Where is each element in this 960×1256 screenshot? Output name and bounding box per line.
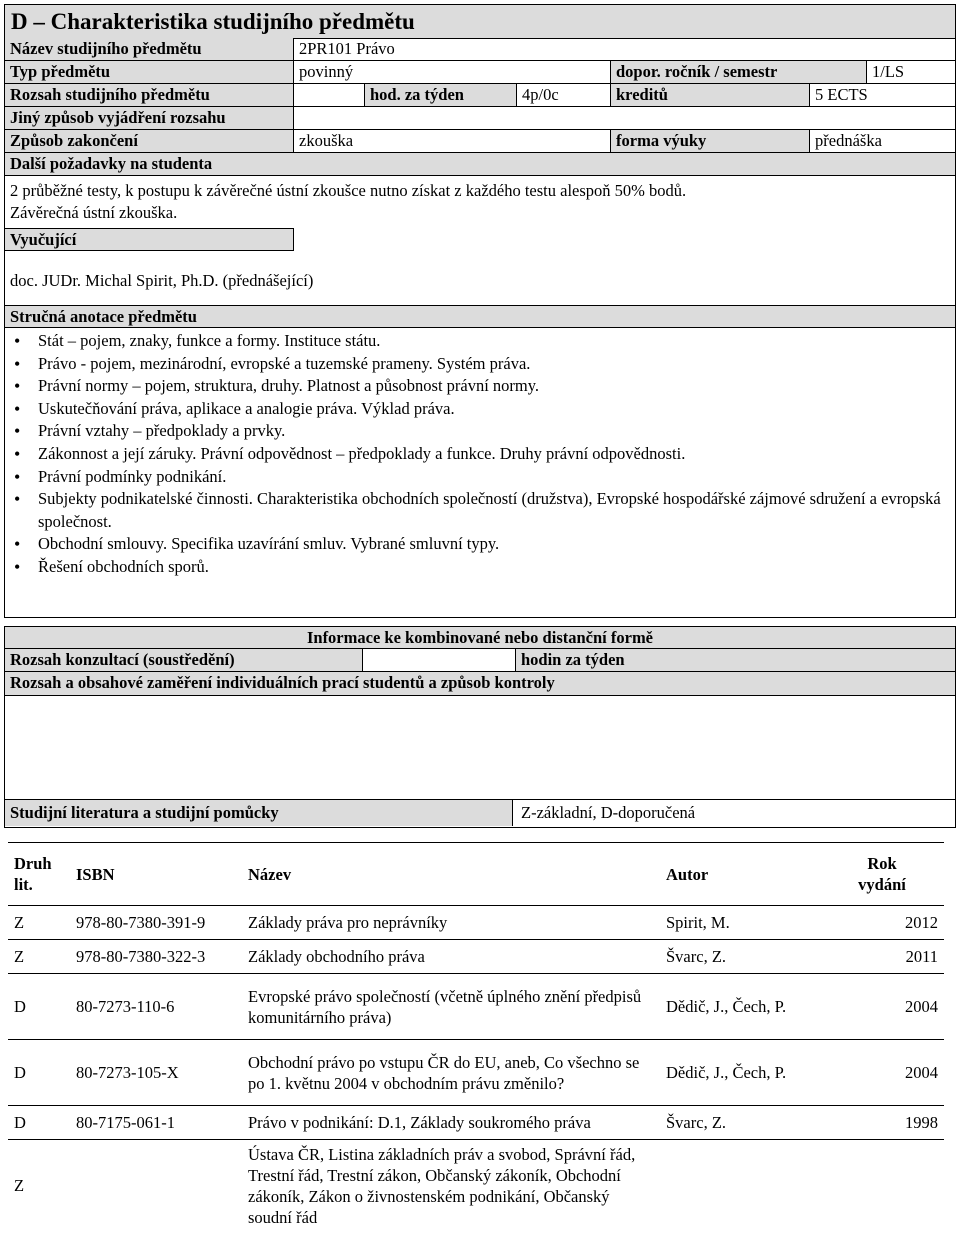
annotation-item: • Subjekty podnikatelské činnosti. Charakteristika obchodních společností (družstva), Evropské hospodářské zájmové sdružení a evropská společnost. [10,488,945,533]
literature-author: Spirit, M. [660,906,820,940]
teachers-label: Vyučující [5,228,294,251]
header-type: Druh lit. [8,843,70,906]
completion-value: zkouška [299,131,354,150]
annotation-item: • Obchodní smlouvy. Specifika uzavírání smluv. Vybrané smluvní typy. [10,533,945,556]
literature-title: Evropské právo společností (včetně úplného znění předpisů komunitárního práva) [242,974,660,1040]
literature-table [8,842,944,1232]
annotation-item: • Právní normy – pojem, struktura, druhy. Platnost a působnost právní normy. [10,375,945,398]
annotation-item: • Uskutečňování práva, aplikace a analogie práva. Výklad práva. [10,398,945,421]
literature-year: 2012 [820,906,944,940]
annotation-item: • Stát – pojem, znaky, funkce a formy. Instituce státu. [10,330,945,353]
hours-per-week-label: hod. za týden [365,84,516,107]
header-isbn: ISBN [70,843,242,906]
literature-header-row [8,843,944,906]
consultation-value [363,649,515,672]
literature-isbn: 80-7273-105-X [70,1040,242,1106]
hours-per-week-value: 4p/0c [522,85,559,104]
literature-year: 2004 [820,1040,944,1106]
annotation-list [10,330,945,579]
requirements-label: Další požadavky na studenta [5,153,955,176]
literature-legend: Z-základní, D-doporučená [521,803,696,822]
literature-isbn: 978-80-7380-322-3 [70,940,242,974]
literature-type: D [8,1106,70,1140]
distance-heading: Informace ke kombinované nebo distanční formě [5,627,955,648]
literature-title: Obchodní právo po vstupu ČR do EU, aneb, Co všechno se po 1. květnu 2004 v obchodním právu změnilo? [242,1040,660,1106]
literature-isbn [70,1140,242,1232]
literature-row [8,1106,944,1140]
literature-isbn: 978-80-7380-391-9 [70,906,242,940]
literature-author: Dědič, J., Čech, P. [660,974,820,1040]
requirements-text [10,180,950,224]
literature-title: Právo v podnikání: D.1, Základy soukromého práva [242,1106,660,1140]
literature-author: Švarc, Z. [660,1106,820,1140]
literature-year: 2004 [820,974,944,1040]
scope-label: Rozsah studijního předmětu [5,84,293,107]
teaching-form-value: přednáška [815,131,882,150]
requirements-line-1: 2 průběžné testy, k postupu k závěrečné ústní zkoušce nutno získat z každého testu alespoň 50% bodů. [10,181,687,200]
header-title: Název [242,843,660,906]
literature-title: Ústava ČR, Listina základních práv a svobod, Správní řád, Trestní řád, Trestní zákon, Občanský zákoník, Obchodní zákoník, Zákon o živnostenském podnikání, Občanský soudní řád [248,1144,636,1227]
consultation-unit: hodin za týden [516,649,955,672]
literature-row [8,1040,944,1106]
literature-year: 1998 [820,1106,944,1140]
page-title: D – Charakteristika studijního předmětu [4,4,956,39]
course-name-value: 2PR101 Právo [299,39,395,58]
teachers-value: doc. JUDr. Michal Spirit, Ph.D. (přednášející) [10,271,314,290]
annotation-item: • Právo - pojem, mezinárodní, evropské a tuzemské prameny. Systém práva. [10,353,945,376]
literature-row [8,906,944,940]
requirements-line-2: Závěrečná ústní zkouška. [10,203,178,222]
literature-year [820,1140,944,1232]
course-name-label: Název studijního předmětu [5,38,293,61]
annotation-item: • Právní podmínky podnikání. [10,466,945,489]
literature-row [8,940,944,974]
year-semester-value: 1/LS [872,62,905,81]
literature-author: Švarc, Z. [660,940,820,974]
year-semester-label: dopor. ročník / semestr [611,61,866,84]
literature-isbn: 80-7273-110-6 [70,974,242,1040]
credits-label: kreditů [611,84,809,107]
annotation-item: • Zákonnost a její záruky. Právní odpovědnost – předpoklady a funkce. Druhy právní odpovědnosti. [10,443,945,466]
literature-type: D [8,974,70,1040]
literature-author: Dědič, J., Čech, P. [660,1040,820,1106]
individual-work-label: Rozsah a obsahové zaměření individuálních prací studentů a způsob kontroly [5,672,955,695]
annotation-label: Stručná anotace předmětu [5,305,955,328]
literature-type: D [8,1040,70,1106]
completion-label: Způsob zakončení [5,130,293,153]
literature-isbn: 80-7175-061-1 [70,1106,242,1140]
literature-type: Z [14,1176,25,1196]
literature-title: Základy práva pro neprávníky [242,906,660,940]
literature-author [660,1140,820,1232]
header-author: Autor [660,843,820,906]
literature-row [8,1140,944,1232]
literature-type: Z [8,940,70,974]
course-type-label: Typ předmětu [5,61,293,84]
teaching-form-label: forma výuky [611,130,809,153]
literature-row [8,974,944,1040]
credits-value: 5 ECTS [815,85,868,104]
literature-label: Studijní literatura a studijní pomůcky [5,800,513,826]
annotation-item: • Právní vztahy – předpoklady a prvky. [10,420,945,443]
annotation-item: • Řešení obchodních sporů. [10,556,945,579]
course-type-value: povinný [299,62,354,81]
consultation-label: Rozsah konzultací (soustředění) [5,649,362,672]
literature-type: Z [8,906,70,940]
header-year: Rok vydání [820,843,944,906]
literature-year: 2011 [820,940,944,974]
other-scope-label: Jiný způsob vyjádření rozsahu [5,107,293,130]
literature-title: Základy obchodního práva [242,940,660,974]
